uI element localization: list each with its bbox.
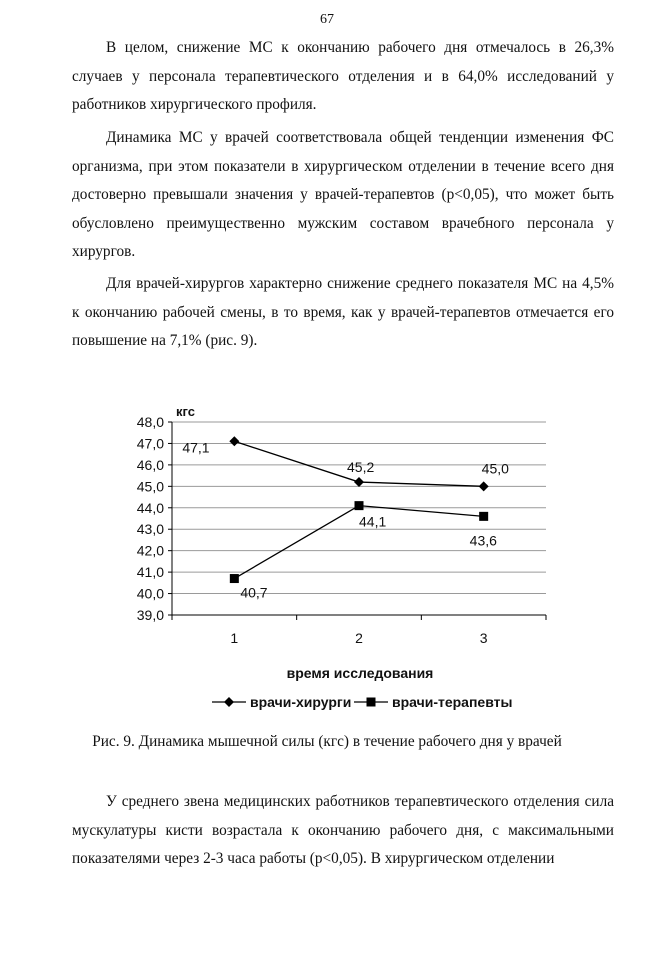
paragraph-4: У среднего звена медицинских работников терапевтического отделения сила мускулатуры кисти возрастала к окончанию рабочего дня, с максимальными показателями через 2-3 часа работы (р<0,05). В хирургическом отделении [72, 793, 614, 867]
page-number: 67 [320, 12, 334, 27]
legend-marker [367, 698, 376, 707]
legend-label: врачи-терапевты [392, 694, 513, 710]
y-tick-label: 39,0 [136, 607, 164, 623]
chart-legend [212, 694, 512, 710]
data-point [479, 512, 488, 521]
legend-label: врачи-хирурги [250, 694, 352, 710]
x-axis-label: время исследования [286, 665, 434, 681]
y-tick-label: 48,0 [136, 414, 164, 430]
data-point [355, 501, 364, 510]
data-point [229, 436, 239, 446]
y-tick-label: 43,0 [136, 521, 164, 538]
y-tick-label: 46,0 [136, 456, 164, 473]
paragraph-3: Для врачей-хирургов характерно снижение среднего показателя МС на 4,5% к окончанию рабочей смены, в то время, как у врачей-терапевтов отмечается его повышение на 7,1% (рис. 9). [72, 275, 614, 349]
data-label: 45,0 [481, 460, 509, 477]
y-tick-label: 47,0 [136, 435, 164, 452]
y-axis-label: кгс [176, 404, 195, 419]
data-point [354, 477, 364, 487]
data-label: 43,6 [469, 532, 497, 549]
legend-marker [224, 697, 234, 707]
paragraph-2: Динамика МС у врачей соответствовала общей тенденции изменения ФС организма, при этом показатели в хирургическом отделении в течение всего дня достоверно превышали значения у врачей-терапевтов (р<0,05), что может быть обусловлено преимущественно мужским составом врачебного персонала у хирургов. [72, 129, 614, 260]
muscle-strength-chart [0, 400, 654, 720]
data-label: 40,7 [240, 584, 268, 601]
data-label: 45,2 [347, 459, 375, 476]
data-point [230, 574, 239, 583]
data-point [479, 481, 489, 491]
y-tick-label: 40,0 [136, 585, 164, 602]
figure-caption: Рис. 9. Динамика мышечной силы (кгс) в течение рабочего дня у врачей [92, 733, 562, 750]
y-tick-label: 44,0 [136, 499, 164, 516]
y-tick-label: 42,0 [136, 542, 164, 559]
y-tick-label: 45,0 [136, 478, 164, 495]
data-label: 47,1 [182, 439, 210, 456]
paragraph-1: В целом, снижение МС к окончанию рабочего дня отмечалось в 26,3% случаев у персонала терапевтического отделения и в 64,0% исследований у работников хирургического профиля. [72, 39, 614, 113]
y-tick-label: 41,0 [136, 564, 164, 581]
data-label: 44,1 [359, 513, 387, 530]
x-tick-label: 1 [230, 630, 239, 646]
x-tick-label: 2 [355, 630, 363, 646]
x-tick-label: 3 [479, 630, 488, 646]
